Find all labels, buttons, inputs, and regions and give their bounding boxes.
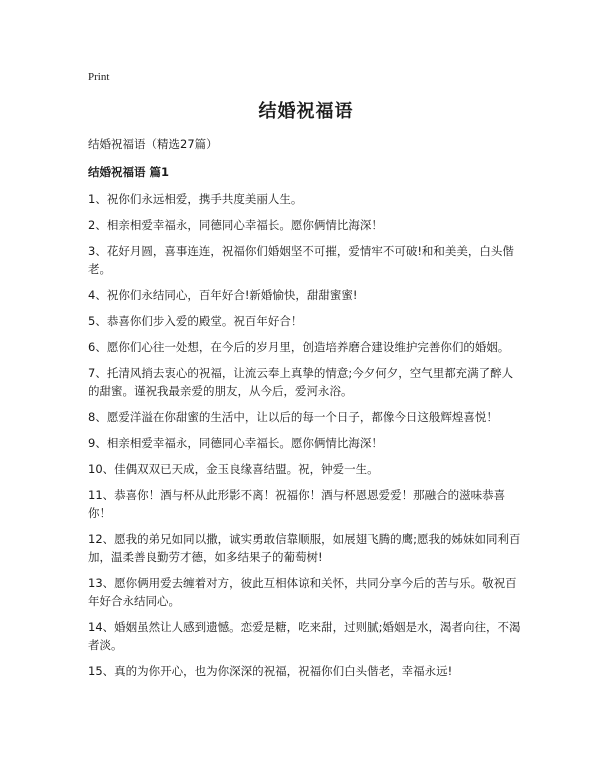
print-label: Print <box>88 71 110 83</box>
wish-item: 12、愿我的弟兄如同以撒，诚实勇敢信靠顺服，如展翅飞腾的鹰;愿我的姊妹如同利百加，温柔善良勤劳才德，如多结果子的葡萄树! <box>88 532 521 564</box>
wish-item: 15、真的为你开心，也为你深深的祝福，祝福你们白头偕老，幸福永远! <box>88 664 453 678</box>
wish-item: 11、恭喜你！酒与杯从此形影不离！祝福你！酒与杯恩恩爱爱！那融合的滋味恭喜你！ <box>88 488 506 520</box>
wish-item: 13、愿你俩用爱去缠着对方，彼此互相体谅和关怀，共同分享今后的苦与乐。敬祝百年好合永结同心。 <box>88 576 517 608</box>
wish-item: 9、相亲相爱幸福永，同德同心幸福长。愿你俩情比海深！ <box>88 436 383 450</box>
wish-item: 6、愿你们心往一处想，在今后的岁月里，创造培养磨合建设维护完善你们的婚姻。 <box>88 340 510 354</box>
wish-item: 8、愿爱洋溢在你甜蜜的生活中，让以后的每一个日子，都像今日这般辉煌喜悦！ <box>88 410 498 424</box>
wish-list <box>88 190 524 680</box>
wish-item: 4、祝你们永结同心，百年好合!新婚愉快，甜甜蜜蜜! <box>88 288 358 302</box>
wish-item: 2、相亲相爱幸福永，同德同心幸福长。愿你俩情比海深！ <box>88 218 383 232</box>
section-heading: 结婚祝福语 篇1 <box>88 165 170 179</box>
wish-item: 10、佳偶双双已天成，金玉良缘喜结盟。祝，钟爱一生。 <box>88 462 379 476</box>
page-title: 结婚祝福语 <box>258 101 354 122</box>
wish-item: 3、花好月圆，喜事连连，祝福你们婚姻坚不可摧，爱情牢不可破!和和美美，白头偕老。 <box>88 244 514 276</box>
wish-item: 7、托清风捎去衷心的祝福，让流云奉上真挚的情意;今夕何夕，空气里都充满了醉人的甜蜜。谨祝我最亲爱的朋友，从今后，爱河永浴。 <box>88 366 514 398</box>
wish-item: 1、祝你们永远相爱，携手共度美丽人生。 <box>88 192 303 206</box>
wish-item: 5、恭喜你们步入爱的殿堂。祝百年好合！ <box>88 314 303 328</box>
wish-item: 14、婚姻虽然让人感到遗憾。恋爱是糖，吃来甜，过则腻;婚姻是水，渴者向往，不渴者淡。 <box>88 620 521 652</box>
document-page <box>88 70 524 680</box>
document-subtitle: 结婚祝福语（精选27篇） <box>88 137 218 151</box>
